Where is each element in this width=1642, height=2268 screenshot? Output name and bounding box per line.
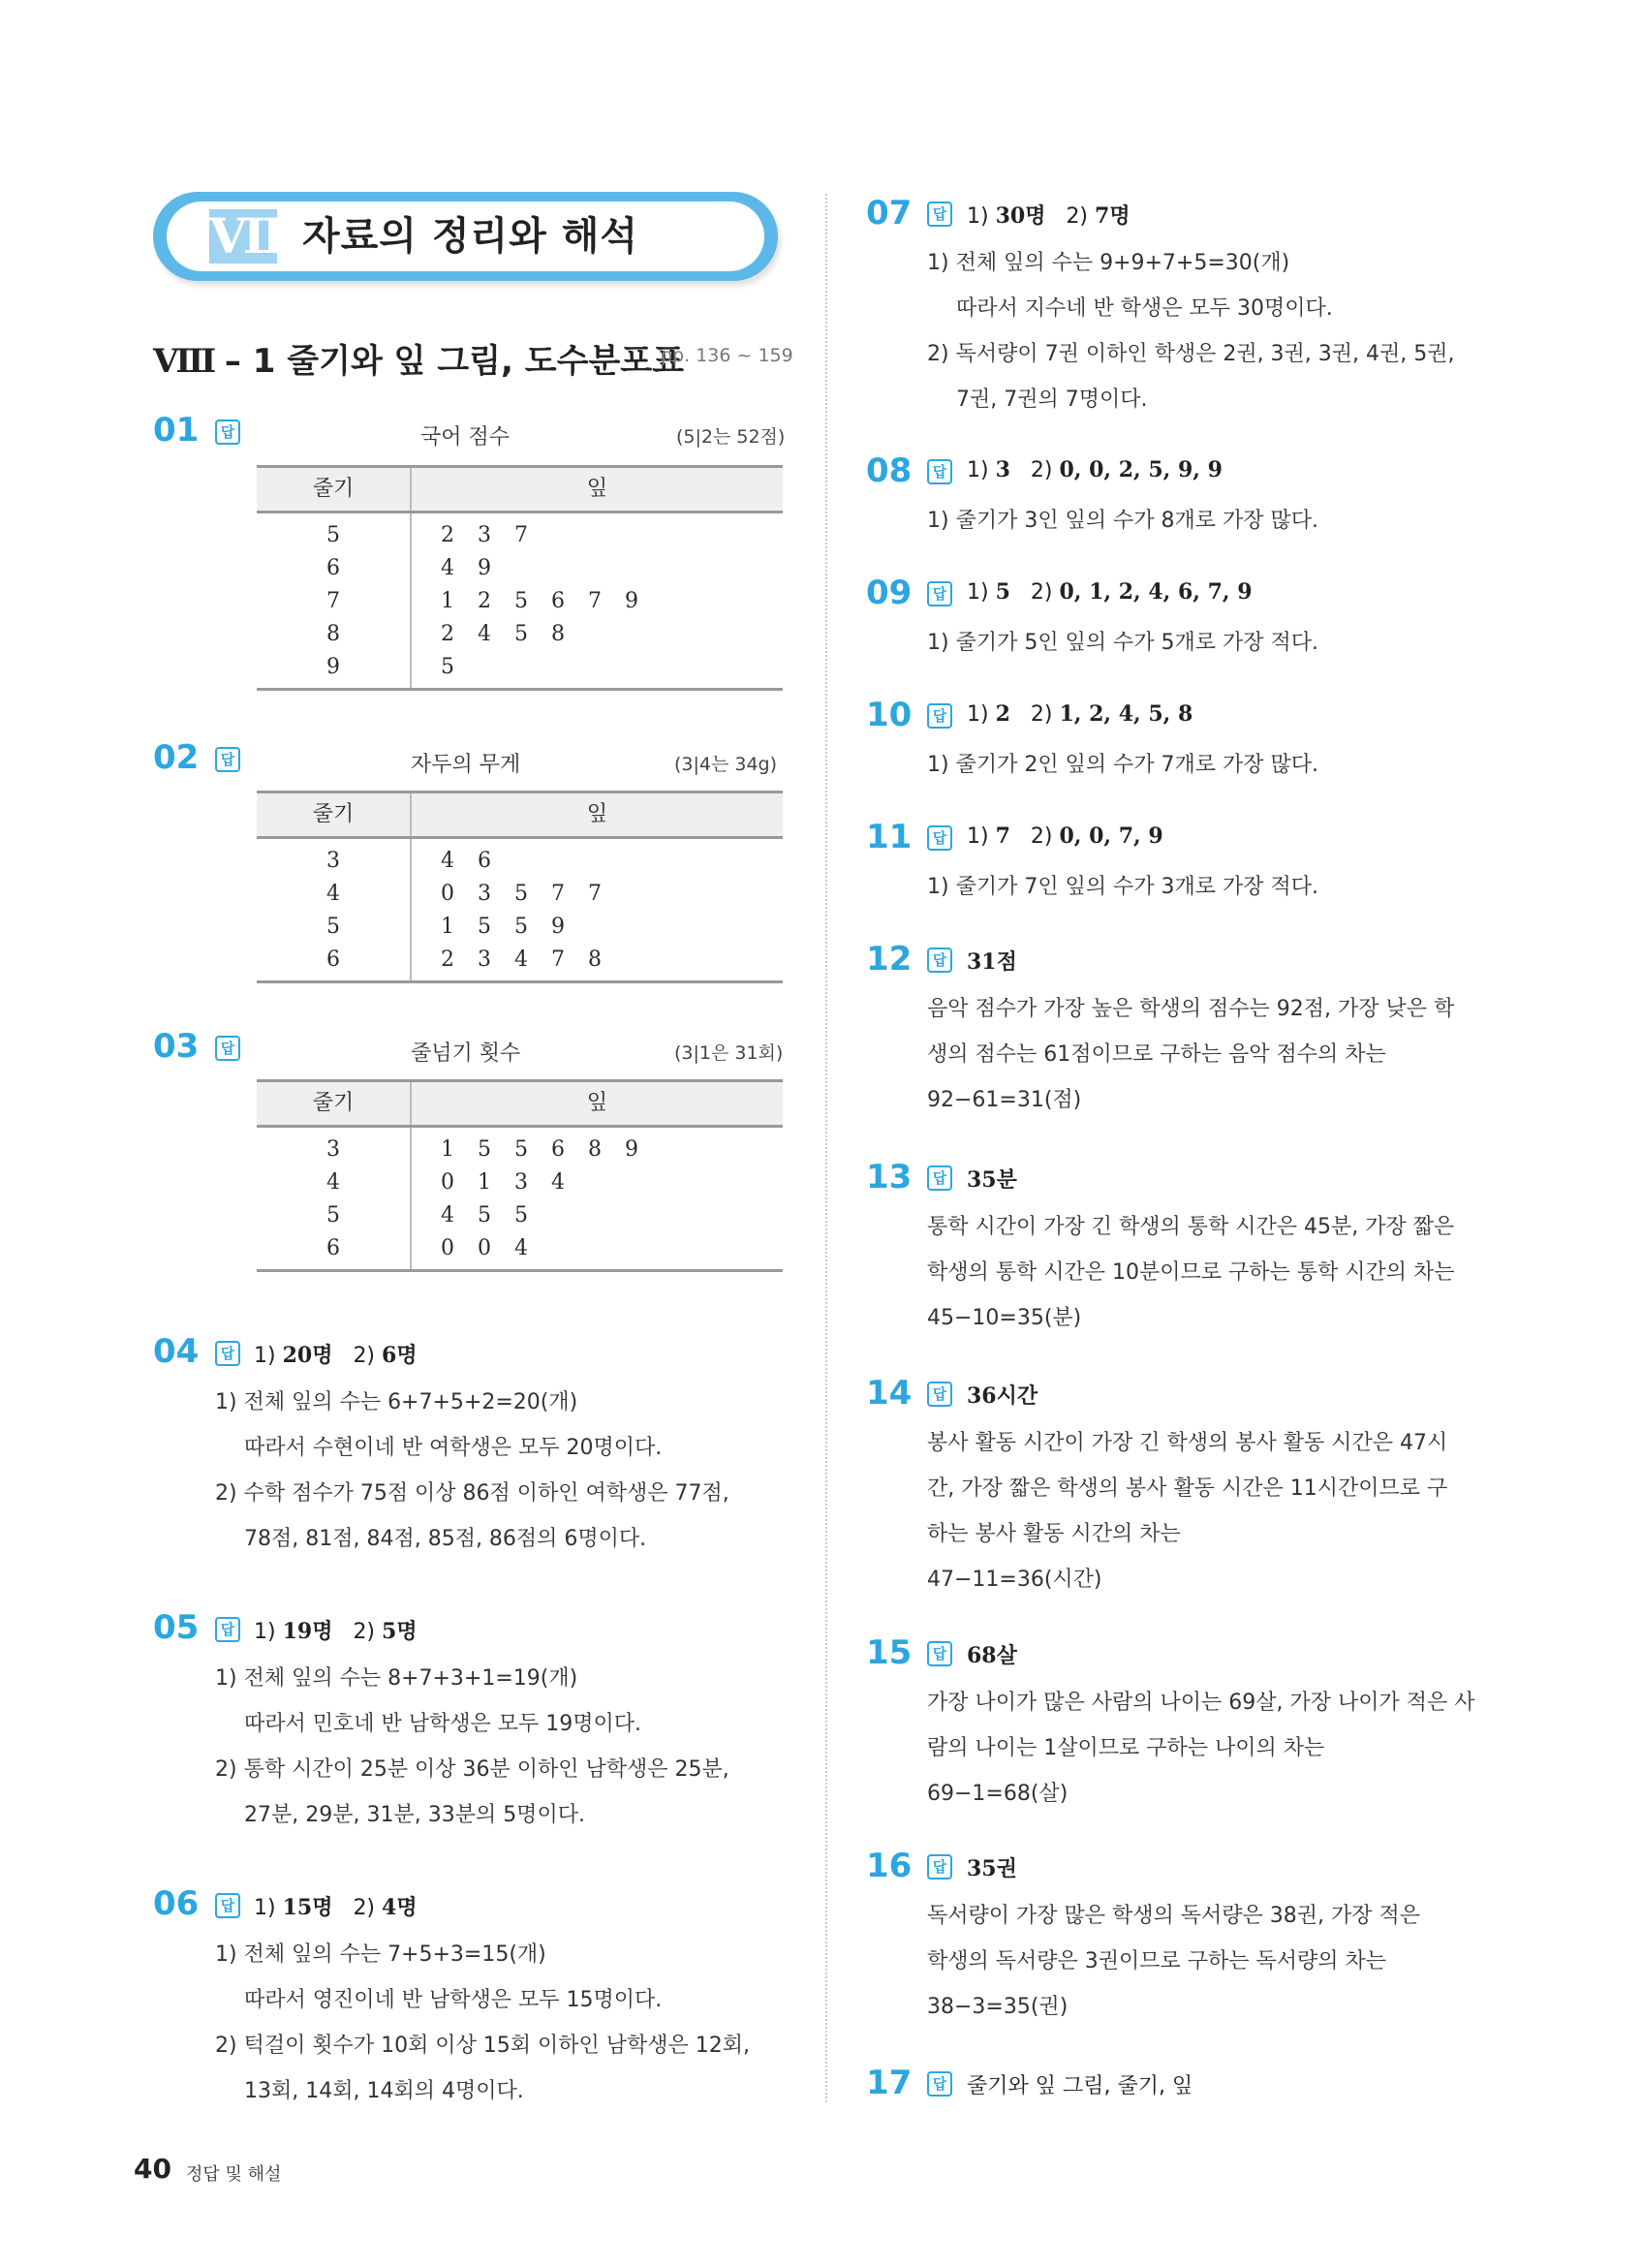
- answer-label: 2): [1030, 580, 1060, 605]
- table-row: [257, 845, 783, 878]
- leaf-value: 0: [478, 1236, 491, 1260]
- leaf-values: [441, 911, 588, 944]
- answer-mark-icon: 답: [215, 419, 240, 445]
- leaf-header: 잎: [410, 1082, 783, 1125]
- question-number: 08: [866, 451, 913, 490]
- leaf-value: 5: [514, 622, 528, 646]
- stem-leaf-table: [257, 791, 783, 983]
- leaf-value: 4: [478, 622, 491, 646]
- column-divider: [825, 194, 827, 2102]
- stem-header: 줄기: [312, 477, 355, 501]
- table-row: [257, 878, 783, 911]
- leaf-values: [441, 845, 514, 878]
- explanation-line: 45−10=35(분): [927, 1306, 1082, 1330]
- explanation-line: 람의 나이는 1살이므로 구하는 나이의 차는: [927, 1736, 1325, 1760]
- explanation-line: 1) 줄기가 5인 잎의 수가 5개로 가장 적다.: [927, 631, 1319, 655]
- question-number: 02: [153, 738, 200, 777]
- table-row: [257, 552, 783, 585]
- explanation-line: 음악 점수가 가장 높은 학생의 점수는 92점, 가장 낮은 학: [927, 997, 1455, 1021]
- leaf-value: 5: [514, 1203, 528, 1227]
- section-title: [153, 334, 684, 382]
- leaf-value: 4: [514, 1236, 528, 1260]
- leaf-values: [441, 1166, 588, 1199]
- chapter-title: 자료의 정리와 해석: [302, 214, 638, 259]
- question-number: 05: [153, 1608, 200, 1647]
- explanation-line: 7권, 7권의 7명이다.: [956, 388, 1148, 412]
- answer-label: 2): [1030, 458, 1060, 482]
- explanation-line: 가장 나이가 많은 사람의 나이는 69살, 가장 나이가 적은 사: [927, 1691, 1475, 1715]
- leaf-value: 2: [441, 948, 454, 972]
- question-number: 15: [866, 1633, 913, 1672]
- answer-mark-icon: 답: [927, 703, 952, 729]
- answer-mark-icon: 답: [927, 1641, 952, 1666]
- answer-value: 5명: [382, 1619, 418, 1644]
- question-number: 16: [866, 1847, 913, 1885]
- question-number: 03: [153, 1027, 200, 1066]
- leaf-values: [441, 651, 478, 684]
- table-key-note: (5|2는 52점): [676, 426, 786, 448]
- answer-value: 2: [995, 701, 1010, 727]
- explanation-line: 생의 점수는 61점이므로 구하는 음악 점수의 차는: [927, 1042, 1386, 1067]
- answer-label: 2): [1066, 204, 1096, 229]
- leaf-value: 3: [514, 1170, 528, 1195]
- leaf-value: 8: [551, 622, 565, 646]
- explanation-line: 1) 전체 잎의 수는 7+5+3=15(개): [215, 1942, 546, 1967]
- table-caption: 줄넘기 횟수: [411, 1041, 521, 1066]
- leaf-value: 9: [478, 556, 491, 580]
- explanation-line: 학생의 통학 시간은 10분이므로 구하는 통학 시간의 차는: [927, 1260, 1455, 1285]
- answer-value: 0, 0, 7, 9: [1059, 823, 1163, 849]
- answer-line: [254, 1339, 418, 1369]
- stem-leaf-table: [257, 1079, 783, 1272]
- explanation-line: 38−3=35(권): [927, 1995, 1069, 2019]
- explanation-line: 1) 줄기가 7인 잎의 수가 3개로 가장 적다.: [927, 875, 1319, 899]
- leaf-value: 6: [551, 589, 565, 613]
- table-caption: 자두의 무게: [411, 753, 521, 777]
- answer-line: [967, 1164, 1017, 1194]
- leaf-value: 3: [478, 948, 491, 972]
- stem-value: 5: [326, 523, 340, 547]
- leaf-value: 3: [478, 882, 491, 906]
- answer-value: 35분: [967, 1167, 1017, 1193]
- answer-mark-icon: 답: [215, 747, 240, 772]
- leaf-value: 9: [551, 915, 565, 939]
- answer-value: 1, 2, 4, 5, 8: [1059, 701, 1193, 727]
- explanation-line: 하는 봉사 활동 시간의 차는: [927, 1522, 1181, 1546]
- answer-value: 30명: [995, 203, 1046, 229]
- section-roman: VIII: [153, 342, 214, 381]
- explanation-line: 13회, 14회, 14회의 4명이다.: [244, 2079, 524, 2103]
- question-number: 10: [866, 696, 913, 734]
- question-number: 12: [866, 940, 913, 979]
- question-number: 17: [866, 2064, 913, 2102]
- leaf-value: 8: [588, 948, 602, 972]
- answer-line: [967, 457, 1223, 482]
- leaf-value: 7: [588, 882, 602, 906]
- explanation-line: 92−61=31(점): [927, 1088, 1082, 1112]
- explanation-line: 독서량이 가장 많은 학생의 독서량은 38권, 가장 적은: [927, 1904, 1420, 1928]
- explanation-line: 따라서 지수네 반 학생은 모두 30명이다.: [956, 296, 1333, 321]
- stem-header: 줄기: [312, 1091, 355, 1115]
- leaf-values: [441, 878, 625, 911]
- table-row: [257, 911, 783, 944]
- leaf-values: [441, 1199, 551, 1232]
- answer-label: 2): [1030, 824, 1060, 849]
- answer-label: 1): [967, 458, 996, 482]
- explanation-line: 1) 전체 잎의 수는 8+7+3+1=19(개): [215, 1666, 578, 1691]
- leaf-value: 0: [441, 1170, 454, 1195]
- answer-label: 2): [353, 1344, 383, 1368]
- leaf-values: [441, 618, 588, 651]
- answer-label: 1): [254, 1896, 283, 1920]
- answer-mark-icon: 답: [927, 1165, 952, 1191]
- leaf-values: [441, 1232, 551, 1265]
- explanation-line: 1) 줄기가 3인 잎의 수가 8개로 가장 많다.: [927, 509, 1319, 533]
- table-key-note: (3|1은 31회): [674, 1042, 784, 1064]
- leaf-value: 6: [551, 1137, 565, 1162]
- table-row: [257, 1199, 783, 1232]
- leaf-value: 0: [441, 882, 454, 906]
- leaf-value: 3: [478, 523, 491, 547]
- answer-value: 3: [995, 457, 1010, 482]
- question-number: 14: [866, 1374, 913, 1413]
- table-row: [257, 1166, 783, 1199]
- answer-mark-icon: 답: [215, 1617, 240, 1642]
- answer-value: 36시간: [967, 1383, 1038, 1409]
- question-number: 09: [866, 574, 913, 612]
- explanation-line: 따라서 수현이네 반 여학생은 모두 20명이다.: [244, 1436, 663, 1460]
- answer-label: 1): [967, 204, 996, 229]
- table-row: [257, 618, 783, 651]
- table-row: [257, 585, 783, 618]
- leaf-value: 4: [441, 1203, 454, 1227]
- answer-line: [967, 200, 1131, 230]
- leaf-value: 9: [625, 1137, 638, 1162]
- answer-value: 19명: [282, 1619, 333, 1644]
- leaf-value: 2: [441, 622, 454, 646]
- explanation-line: 47−11=36(시간): [927, 1568, 1102, 1592]
- answer-value: 7: [995, 823, 1010, 849]
- stem-header: 줄기: [312, 802, 355, 826]
- leaf-value: 5: [478, 915, 491, 939]
- answer-mark-icon: 답: [927, 459, 952, 484]
- answer-value: 68살: [967, 1643, 1017, 1668]
- leaf-value: 9: [625, 589, 638, 613]
- stem-leaf-table: [257, 465, 783, 691]
- table-row: [257, 1232, 783, 1265]
- stem-value: 5: [326, 1203, 340, 1227]
- answer-mark-icon: 답: [215, 1893, 240, 1918]
- page-number: 40: [134, 2153, 171, 2185]
- answer-mark-icon: 답: [927, 1854, 952, 1880]
- leaf-value: 2: [478, 589, 491, 613]
- leaf-value: 7: [514, 523, 528, 547]
- answer-label: 1): [967, 824, 996, 849]
- section-title-text: – 1 줄기와 잎 그림, 도수분포표: [213, 342, 684, 381]
- leaf-values: [441, 944, 625, 977]
- leaf-value: 4: [441, 556, 454, 580]
- answer-value: 4명: [382, 1895, 418, 1920]
- answer-value: 31점: [967, 949, 1017, 975]
- leaf-value: 5: [478, 1137, 491, 1162]
- answer-line: [967, 1639, 1017, 1669]
- question-number: 13: [866, 1158, 913, 1196]
- leaf-value: 6: [478, 849, 491, 873]
- leaf-value: 1: [478, 1170, 491, 1195]
- table-caption: 국어 점수: [420, 425, 511, 450]
- question-number: 06: [153, 1884, 200, 1923]
- table-row: [257, 944, 783, 977]
- stem-value: 3: [326, 1137, 340, 1162]
- chapter-roman-numeral: VIII: [209, 207, 299, 264]
- stem-value: 6: [326, 1236, 340, 1260]
- answer-value: 20명: [282, 1343, 333, 1368]
- leaf-value: 5: [478, 1203, 491, 1227]
- stem-value: 5: [326, 915, 340, 939]
- answer-mark-icon: 답: [215, 1341, 240, 1366]
- explanation-line: 2) 수학 점수가 75점 이상 86점 이하인 여학생은 77점,: [215, 1481, 729, 1506]
- answer-line: [967, 579, 1253, 605]
- answer-mark-icon: 답: [215, 1036, 240, 1061]
- leaf-value: 0: [441, 1236, 454, 1260]
- stem-value: 4: [326, 882, 340, 906]
- leaf-value: 4: [551, 1170, 565, 1195]
- answer-line: [254, 1891, 418, 1921]
- answer-value: 5: [995, 579, 1010, 605]
- leaf-values: [441, 552, 514, 585]
- answer-line: [967, 1380, 1038, 1410]
- leaf-value: 5: [514, 915, 528, 939]
- leaf-header: 잎: [410, 468, 783, 511]
- leaf-value: 1: [441, 589, 454, 613]
- leaf-value: 5: [441, 655, 454, 679]
- section-pages: pp. 136 ~ 159: [661, 345, 793, 366]
- question-number: 11: [866, 818, 913, 856]
- answer-line: [967, 701, 1193, 727]
- explanation-line: 78점, 81점, 84점, 85점, 86점의 6명이다.: [244, 1527, 647, 1551]
- answer-line: [254, 1615, 418, 1645]
- answer-label: 2): [353, 1896, 383, 1920]
- explanation-line: 따라서 민호네 반 남학생은 모두 19명이다.: [244, 1712, 641, 1736]
- answer-line: [967, 2069, 1193, 2099]
- stem-value: 8: [326, 622, 340, 646]
- explanation-line: 2) 통학 시간이 25분 이상 36분 이하인 남학생은 25분,: [215, 1757, 729, 1782]
- stem-value: 3: [326, 849, 340, 873]
- table-body: [257, 513, 783, 688]
- question-number: 07: [866, 194, 913, 233]
- stem-value: 7: [326, 589, 340, 613]
- answer-line: [967, 946, 1017, 976]
- table-body: [257, 1128, 783, 1269]
- footer-label: 정답 및 해설: [186, 2164, 282, 2185]
- stem-value: 6: [326, 556, 340, 580]
- answer-label: 1): [967, 702, 996, 727]
- table-body: [257, 839, 783, 980]
- answer-mark-icon: 답: [927, 825, 952, 851]
- answer-label: 1): [254, 1344, 283, 1368]
- leaf-value: 1: [441, 915, 454, 939]
- explanation-line: 69−1=68(살): [927, 1782, 1069, 1806]
- answer-mark-icon: 답: [927, 581, 952, 606]
- table-row: [257, 651, 783, 684]
- explanation-line: 27분, 29분, 31분, 33분의 5명이다.: [244, 1803, 585, 1827]
- explanation-line: 2) 독서량이 7권 이하인 학생은 2권, 3권, 3권, 4권, 5권,: [927, 342, 1455, 366]
- leaf-values: [441, 519, 551, 552]
- table-key-note: (3|4는 34g): [674, 754, 778, 775]
- answer-value: 줄기와 잎 그림, 줄기, 잎: [967, 2074, 1193, 2098]
- leaf-header: 잎: [410, 793, 783, 836]
- stem-value: 6: [326, 948, 340, 972]
- table-row: [257, 519, 783, 552]
- answer-mark-icon: 답: [927, 948, 952, 973]
- answer-value: 0, 1, 2, 4, 6, 7, 9: [1059, 579, 1253, 605]
- explanation-line: 1) 전체 잎의 수는 9+9+7+5=30(개): [927, 251, 1290, 275]
- leaf-value: 4: [441, 849, 454, 873]
- explanation-line: 따라서 영진이네 반 남학생은 모두 15명이다.: [244, 1988, 663, 2012]
- leaf-values: [441, 585, 662, 618]
- stem-value: 9: [326, 655, 340, 679]
- leaf-value: 7: [588, 589, 602, 613]
- answer-mark-icon: 답: [927, 1382, 952, 1407]
- answer-label: 2): [1030, 702, 1060, 727]
- question-number: 04: [153, 1332, 200, 1371]
- answer-label: 2): [353, 1620, 383, 1644]
- question-number: 01: [153, 411, 200, 450]
- explanation-line: 봉사 활동 시간이 가장 긴 학생의 봉사 활동 시간은 47시: [927, 1431, 1448, 1455]
- explanation-line: 통학 시간이 가장 긴 학생의 통학 시간은 45분, 가장 짧은: [927, 1215, 1455, 1239]
- answer-mark-icon: 답: [927, 2071, 952, 2097]
- leaf-value: 1: [441, 1137, 454, 1162]
- chapter-banner: [153, 192, 778, 281]
- answer-label: 1): [967, 580, 996, 605]
- leaf-value: 2: [441, 523, 454, 547]
- table-row: [257, 1134, 783, 1166]
- leaf-value: 5: [514, 882, 528, 906]
- leaf-values: [441, 1134, 662, 1166]
- leaf-value: 5: [514, 1137, 528, 1162]
- answer-value: 15명: [282, 1895, 333, 1920]
- leaf-value: 7: [551, 948, 565, 972]
- leaf-value: 7: [551, 882, 565, 906]
- explanation-line: 학생의 독서량은 3권이므로 구하는 독서량의 차는: [927, 1949, 1387, 1973]
- answer-value: 7명: [1095, 203, 1131, 229]
- leaf-value: 8: [588, 1137, 602, 1162]
- explanation-line: 1) 전체 잎의 수는 6+7+5+2=20(개): [215, 1390, 578, 1414]
- answer-value: 0, 0, 2, 5, 9, 9: [1059, 457, 1223, 482]
- answer-value: 6명: [382, 1343, 418, 1368]
- answer-label: 1): [254, 1620, 283, 1644]
- leaf-value: 5: [514, 589, 528, 613]
- leaf-value: 4: [514, 948, 528, 972]
- stem-value: 4: [326, 1170, 340, 1195]
- answer-value: 35권: [967, 1856, 1017, 1881]
- explanation-line: 1) 줄기가 2인 잎의 수가 7개로 가장 많다.: [927, 753, 1319, 777]
- answer-line: [967, 1852, 1017, 1882]
- answer-line: [967, 823, 1163, 849]
- explanation-line: 2) 턱걸이 횟수가 10회 이상 15회 이하인 남학생은 12회,: [215, 2034, 751, 2058]
- answer-mark-icon: 답: [927, 202, 952, 227]
- explanation-line: 간, 가장 짧은 학생의 봉사 활동 시간은 11시간이므로 구: [927, 1476, 1448, 1501]
